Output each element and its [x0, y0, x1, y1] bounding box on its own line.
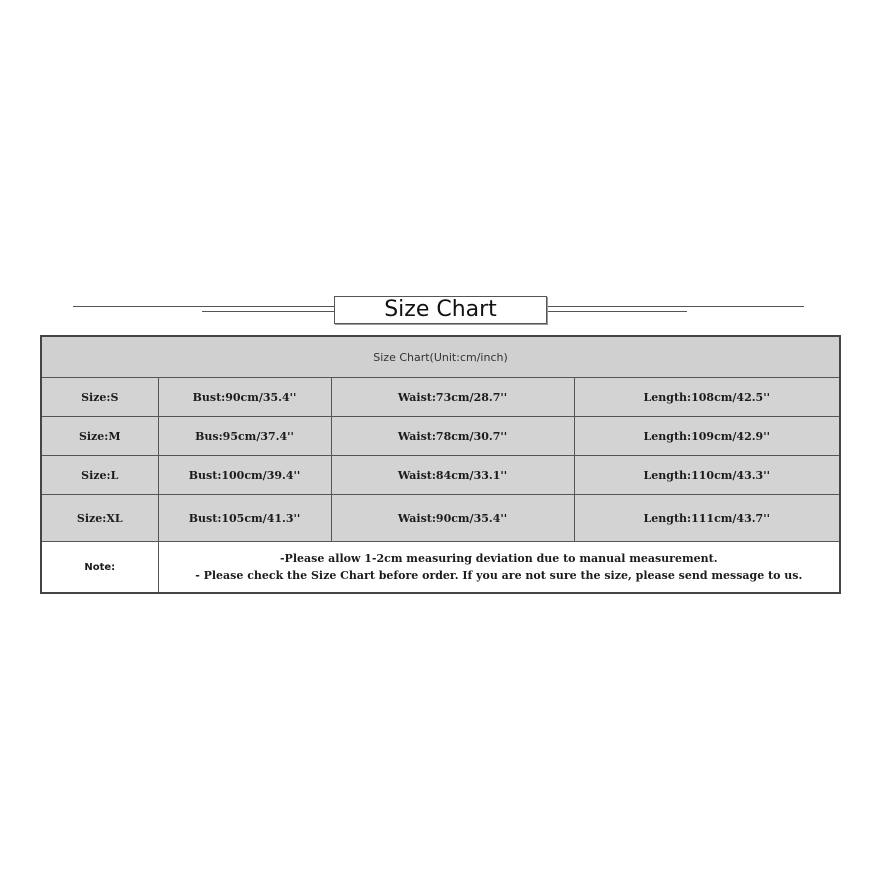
- bust-cell: Bus:95cm/37.4'': [158, 417, 331, 456]
- table-header-row: [41, 336, 840, 378]
- table-row: [41, 495, 840, 542]
- size-chart-table: [40, 335, 841, 594]
- waist-cell: Waist:90cm/35.4'': [331, 495, 574, 542]
- table-row: [41, 378, 840, 417]
- waist-cell: Waist:78cm/30.7'': [331, 417, 574, 456]
- length-cell: Length:110cm/43.3'': [574, 456, 840, 495]
- waist-cell: Waist:84cm/33.1'': [331, 456, 574, 495]
- size-cell: Size:S: [41, 378, 158, 417]
- page-title: Size Chart: [334, 296, 547, 324]
- table-row: [41, 456, 840, 495]
- size-cell: Size:L: [41, 456, 158, 495]
- note-line: - Please check the Size Chart before order. If you are not sure the size, please send message to us.: [195, 569, 803, 582]
- length-cell: Length:108cm/42.5'': [574, 378, 840, 417]
- size-cell: Size:XL: [41, 495, 158, 542]
- bust-cell: Bust:100cm/39.4'': [158, 456, 331, 495]
- decorative-line: [547, 311, 687, 312]
- note-label: Note:: [41, 542, 158, 594]
- waist-cell: Waist:73cm/28.7'': [331, 378, 574, 417]
- size-cell: Size:M: [41, 417, 158, 456]
- bust-cell: Bust:105cm/41.3'': [158, 495, 331, 542]
- length-cell: Length:109cm/42.9'': [574, 417, 840, 456]
- bust-cell: Bust:90cm/35.4'': [158, 378, 331, 417]
- title-banner: [0, 296, 879, 324]
- length-cell: Length:111cm/43.7'': [574, 495, 840, 542]
- note-line: -Please allow 1-2cm measuring deviation due to manual measurement.: [279, 552, 718, 565]
- table-header: Size Chart(Unit:cm/inch): [41, 336, 840, 378]
- note-text: [158, 542, 840, 594]
- decorative-line: [202, 311, 335, 312]
- table-row: [41, 417, 840, 456]
- note-row: [41, 542, 840, 594]
- decorative-line: [547, 306, 804, 307]
- decorative-line: [73, 306, 335, 307]
